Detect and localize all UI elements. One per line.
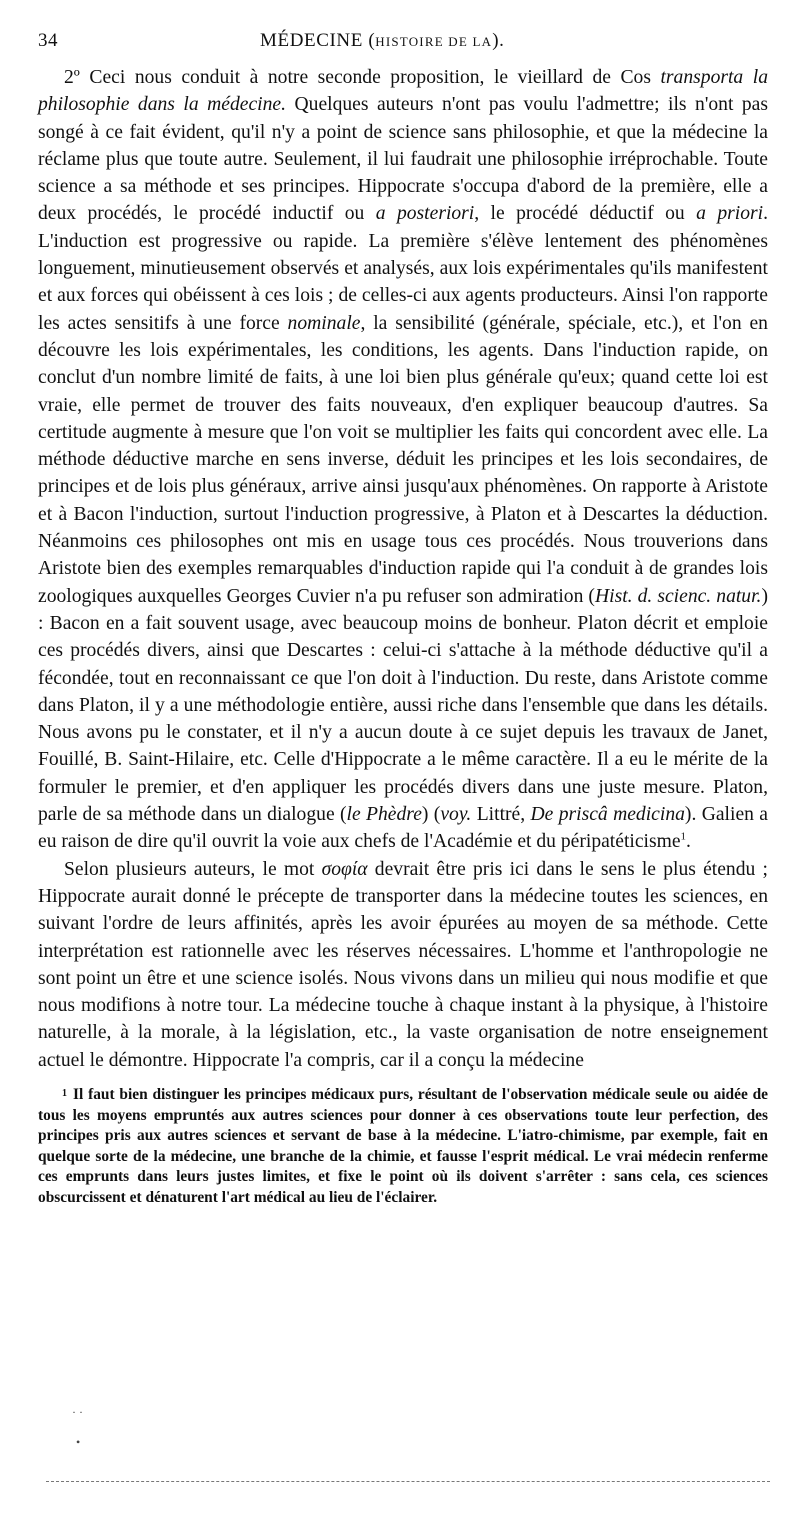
p1-text-9: ). Galien a eu raison de dire qu'il ouvrit la voie aux chefs de l'Académie et du péripatéticisme — [38, 804, 769, 853]
running-title-main: MÉDECINE — [260, 30, 363, 51]
p1-italic-6: le Phèdre — [346, 804, 422, 826]
p1-text-4: . L'induction est progressive ou rapide. La première s'élève lentement des phénomènes longuement, minutieusement observés et analysés, aux lois expérimentales qu'ils manifestent et aux forces qui obéissent à ces lois ; de celles-ci aux agents producteurs. Ainsi l'on rapporte les actes sensitifs à une force — [38, 203, 768, 334]
footnote — [38, 1084, 768, 1209]
running-title — [260, 30, 504, 52]
paragraph-2 — [38, 856, 768, 1074]
body-text — [38, 64, 768, 1074]
p1-italic-5: Hist. d. scienc. natur. — [594, 585, 762, 607]
p1-italic-2: a posteriori — [375, 203, 475, 225]
running-title-paren-open: ( — [362, 30, 376, 51]
p2-greek-word: σοφία — [321, 858, 368, 880]
p1-text-5: , la sensibilité (générale, spéciale, etc.), et l'on en découvre les lois expérimentales, les conditions, les agents. Dans l'induction rapide, on conclut d'un nombre limité de faits, à une loi bien plus générale qu'eux; quand cette loi est vraie, elle permet de trouver des faits nouveaux, d'en expliquer beaucoup d'autres. Sa certitude augmente à mesure que l'on voit se multiplier les faits qui concordent avec elle. La méthode déductive marche en sens inverse, déduit les principes et les lois secondaires, de principes et de lois plus généraux, arrive ainsi jusqu'aux phénomènes. On rapporte à Aristote et à Bacon l'induction, surtout l'induction progressive, à Platon et à Descartes la déduction. Néanmoins ces philosophes ont mis en usage tous ces procédés. Nous trouverions dans Aristote bien des exemples remarquables d'induction rapide qui l'a conduit à de grandes lois zoologiques auxquelles Georges Cuvier n'a pu refuser son admiration ( — [38, 312, 768, 607]
p1-italic-8: De priscâ medicina — [530, 804, 685, 826]
p1-italic-3: a priori — [696, 203, 764, 225]
p1-text-6: ) : Bacon en a fait souvent usage, avec beaucoup moins de bonheur. Platon décrit et emploie ces procédés divers, ainsi que Descartes : celui-ci s'attache à la méthode déductive qu'il a fécondée, tout en reconnaissant ce que l'on doit à l'induction. Du reste, dans Aristote comme dans Platon, il y a une méthodologie entière, aussi riche dans l'ensemble que dans les détails. Nous avons pu le constater, et il n'y a aucun doute à ce sujet depuis les travaux de Janet, Fouillé, B. Saint-Hilaire, etc. Celle d'Hippocrate a le même caractère. Il a eu le mérite de la formuler le premier, et d'en appliquer les procédés divers dans une juste mesure. Platon, parle de sa méthode dans un dialogue ( — [38, 585, 768, 826]
p2-text-1: Selon plusieurs auteurs, le mot — [64, 858, 322, 880]
print-speck: · · — [72, 1405, 83, 1419]
p1-text-2: Quelques auteurs n'ont pas voulu l'admettre; ils n'ont pas songé à ce fait évident, qu'il n'y a point de science sans philosophie, et que la médecine la réclame plus que toute autre. Seulement, il lui faudrait une philosophie irréprochable. Toute science a sa méthode et ses principes. Hippocrate s'occupa d'abord de la première, elle a deux procédés, le procédé inductif ou — [38, 94, 768, 225]
footnote-text: Il faut bien distinguer les principes médicaux purs, résultant de l'observation médicale seule ou aidée de tous les moyens empruntés aux autres sciences pour donner à ces observations toute leur perfection, des principes pris aux autres sciences et servant de base à la médecine. L'iatro-chimisme, par exemple, fait en quelque sorte de la médecine, une branche de la chimie, et fausse l'esprit médical. Le vrai médecin renferme ces emprunts dans leurs justes limites, et fixe le point où ils doivent s'arrêter : sans cela, ces sciences obscurcissent et dénaturent l'art médical au lieu de l'éclairer. — [38, 1085, 768, 1206]
paragraph-1 — [38, 64, 768, 856]
running-head — [38, 26, 768, 56]
p1-italic-7: voy. — [440, 804, 472, 826]
book-page — [38, 26, 768, 1209]
page-number: 34 — [38, 30, 58, 51]
footnote-paragraph — [38, 1084, 768, 1209]
footnote-mark: 1 — [62, 1087, 67, 1099]
print-speck: • — [76, 1435, 81, 1449]
p1-text-8: Littré, — [471, 804, 531, 826]
p1-italic-1: transporta la philosophie dans la médecine. — [38, 67, 768, 116]
footnote-reference: 1 — [680, 830, 687, 843]
p1-text-3: , le procédé déductif ou — [474, 203, 697, 225]
bottom-dashed-rule — [46, 1481, 770, 1482]
running-title-paren-close: ). — [492, 30, 505, 51]
running-title-small-caps: HISTOIRE DE LA — [375, 34, 493, 49]
p1-text-1: 2º Ceci nous conduit à notre seconde proposition, le vieillard de Cos — [64, 67, 661, 88]
p1-italic-4: nominale — [287, 312, 361, 334]
p1-text-10: . — [686, 831, 691, 853]
p2-text-2: devrait être pris ici dans le sens le plus étendu ; Hippocrate aurait donné le précepte de transporter dans la médecine toutes les sciences, en suivant l'ordre de leurs affinités, après les avoir épurées au moyen de sa méthode. Cette interprétation est rationnelle avec les réserves nécessaires. L'homme et l'anthropologie ne sont point un être et une science isolés. Nous vivons dans un milieu qui nous modifie et que nous modifions à notre tour. La médecine touche à chaque instant à la physique, à l'histoire naturelle, à la morale, à la législation, etc., la vaste organisation de notre enseignement actuel le démontre. Hippocrate l'a compris, car il a conçu la médecine — [38, 858, 768, 1071]
p1-text-7: ) ( — [421, 804, 441, 826]
